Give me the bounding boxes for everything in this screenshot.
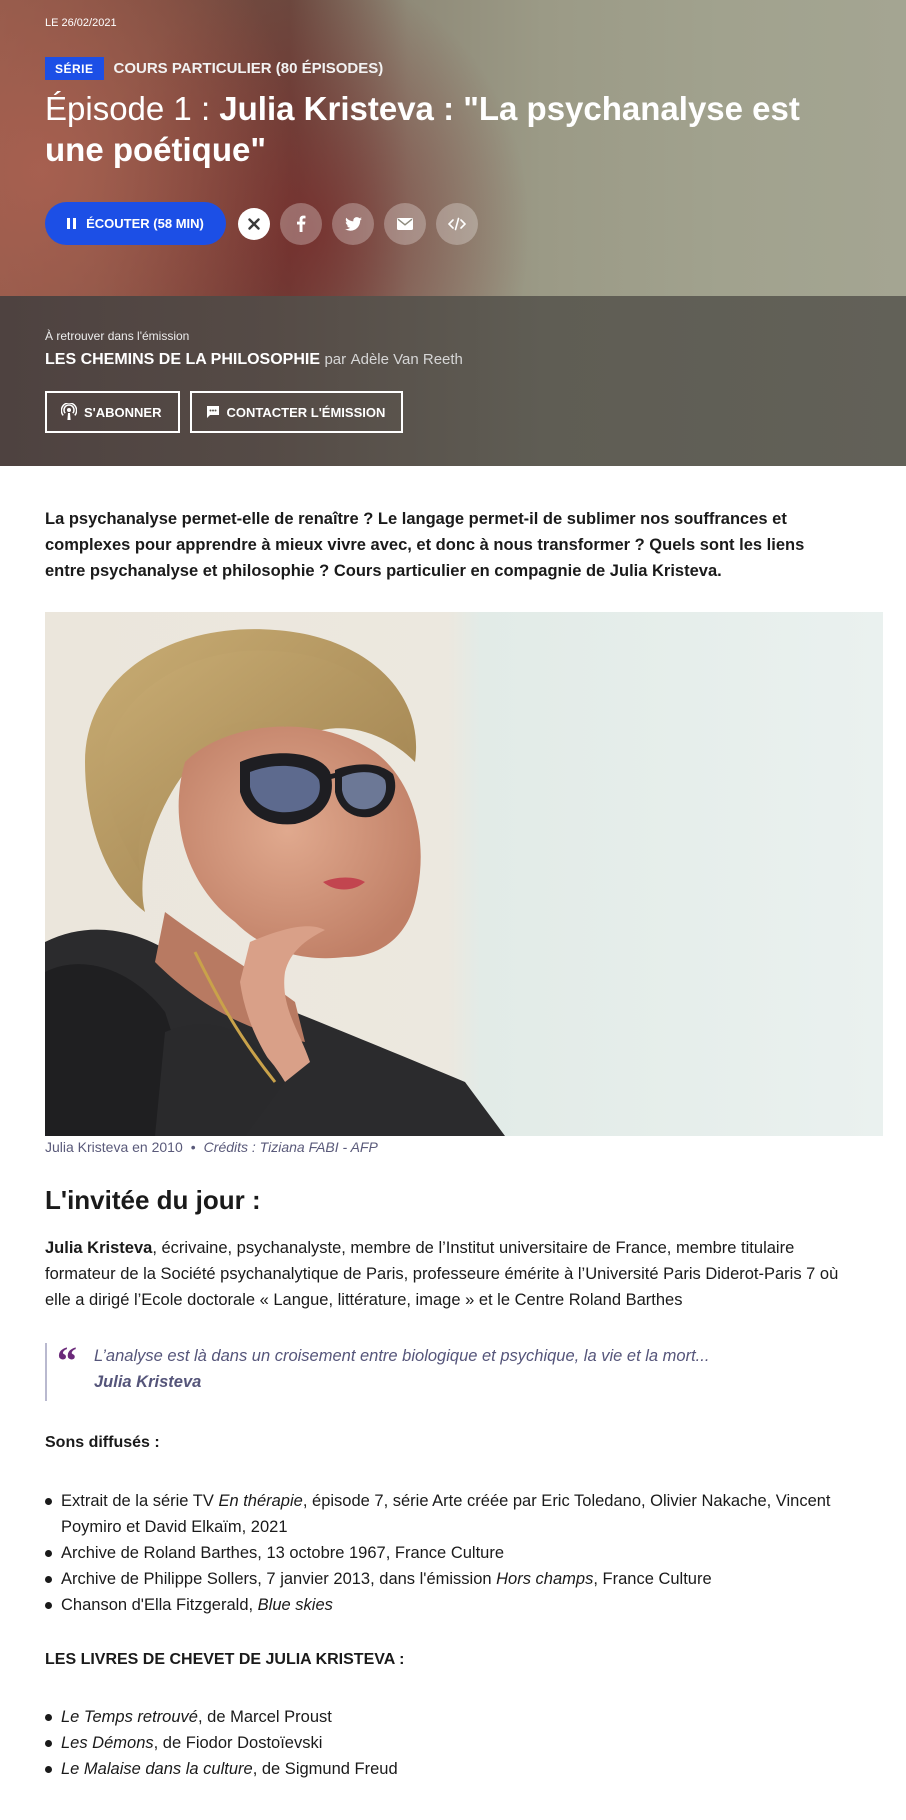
subscribe-label: S'ABONNER bbox=[84, 404, 162, 420]
episode-title bbox=[45, 88, 825, 170]
listen-button[interactable] bbox=[45, 202, 226, 245]
show-line bbox=[45, 351, 463, 369]
show-par: par bbox=[324, 351, 347, 368]
quote-text: L’analyse est là dans un croisement entre biologique et psychique, la vie et la mort... bbox=[94, 1347, 710, 1365]
sons-list bbox=[45, 1488, 865, 1618]
facebook-share-button[interactable] bbox=[280, 203, 322, 245]
contact-button[interactable] bbox=[190, 391, 404, 433]
twitter-icon bbox=[345, 217, 362, 231]
books-list bbox=[45, 1704, 865, 1782]
show-intro: À retrouver dans l'émission bbox=[45, 329, 190, 343]
article-lead: La psychanalyse permet-elle de renaître ? Le langage permet-il de sublimer nos souffrances et complexes pour apprendre à mieux vivre avec, et donc à nous transformer ? Quels sont les liens entre psychanalyse et philosophie ? Cours particulier en compagnie de Julia Kristeva. bbox=[45, 510, 805, 580]
close-icon bbox=[248, 218, 260, 230]
embed-icon bbox=[448, 217, 466, 231]
list-item: Archive de Roland Barthes, 13 octobre 1967, France Culture bbox=[45, 1540, 865, 1566]
photo-credit: Crédits : Tiziana FABI - AFP bbox=[203, 1139, 378, 1155]
series-badge[interactable]: SÉRIE bbox=[45, 57, 104, 80]
sons-heading: Sons diffusés : bbox=[45, 1434, 160, 1451]
guest-photo bbox=[45, 612, 883, 1136]
caption-text: Julia Kristeva en 2010 bbox=[45, 1139, 183, 1155]
episode-hero bbox=[0, 0, 906, 296]
close-player-button[interactable] bbox=[238, 208, 270, 240]
mail-icon bbox=[397, 218, 413, 230]
show-host-link[interactable]: Adèle Van Reeth bbox=[350, 351, 463, 368]
guest-name: Julia Kristeva bbox=[45, 1239, 153, 1257]
episode-number: Épisode 1 : bbox=[45, 90, 220, 127]
show-buttons bbox=[45, 391, 413, 433]
list-item: Le Malaise dans la culture, de Sigmund Freud bbox=[45, 1756, 865, 1782]
contact-label: CONTACTER L'ÉMISSION bbox=[226, 404, 386, 420]
episode-title-text: Julia Kristeva : "La psychanalyse est une poétique" bbox=[45, 90, 800, 168]
list-item: Les Démons, de Fiodor Dostoïevski bbox=[45, 1730, 865, 1756]
listen-label: ÉCOUTER (58 MIN) bbox=[86, 216, 204, 231]
mail-share-button[interactable] bbox=[384, 203, 426, 245]
books-heading: LES LIVRES DE CHEVET DE JULIA KRISTEVA : bbox=[45, 1651, 405, 1668]
facebook-icon bbox=[296, 215, 306, 232]
pause-icon bbox=[67, 218, 76, 229]
quote-author: Julia Kristeva bbox=[94, 1373, 202, 1391]
guest-description: , écrivaine, psychanalyste, membre de l’Institut universitaire de France, membre titulaire formateur de la Société psychanalytique de Paris, professeure émérite à l’Université Paris Diderot-Paris 7 où elle a dirigé l’Ecole doctorale « Langue, littérature, image » et le Centre Roland Barthes bbox=[45, 1239, 839, 1309]
guest-quote bbox=[45, 1338, 845, 1401]
list-item: Le Temps retrouvé, de Marcel Proust bbox=[45, 1704, 865, 1730]
show-band bbox=[0, 296, 906, 466]
guest-portrait-image bbox=[45, 612, 883, 1136]
show-name-link[interactable]: LES CHEMINS DE LA PHILOSOPHIE bbox=[45, 351, 320, 368]
twitter-share-button[interactable] bbox=[332, 203, 374, 245]
list-item: Archive de Philippe Sollers, 7 janvier 2013, dans l'émission Hors champs, France Culture bbox=[45, 1566, 865, 1592]
player-actions bbox=[45, 202, 478, 245]
guest-bio bbox=[45, 1235, 855, 1313]
chat-icon bbox=[206, 405, 220, 419]
quote-mark-icon: “ bbox=[57, 1338, 77, 1383]
podcast-icon bbox=[61, 403, 77, 421]
embed-button[interactable] bbox=[436, 203, 478, 245]
series-row bbox=[45, 57, 383, 80]
caption-separator: • bbox=[190, 1139, 196, 1155]
photo-caption bbox=[45, 1139, 378, 1155]
subscribe-button[interactable] bbox=[45, 391, 180, 433]
list-item: Extrait de la série TV En thérapie, épisode 7, série Arte créée par Eric Toledano, Olivier Nakache, Vincent Poymiro et David Elkaïm, 2021 bbox=[45, 1488, 865, 1540]
publish-date: LE 26/02/2021 bbox=[45, 17, 117, 29]
series-link[interactable]: COURS PARTICULIER (80 ÉPISODES) bbox=[113, 60, 384, 77]
guest-heading: L'invitée du jour : bbox=[45, 1185, 261, 1215]
list-item: Chanson d'Ella Fitzgerald, Blue skies bbox=[45, 1592, 865, 1618]
